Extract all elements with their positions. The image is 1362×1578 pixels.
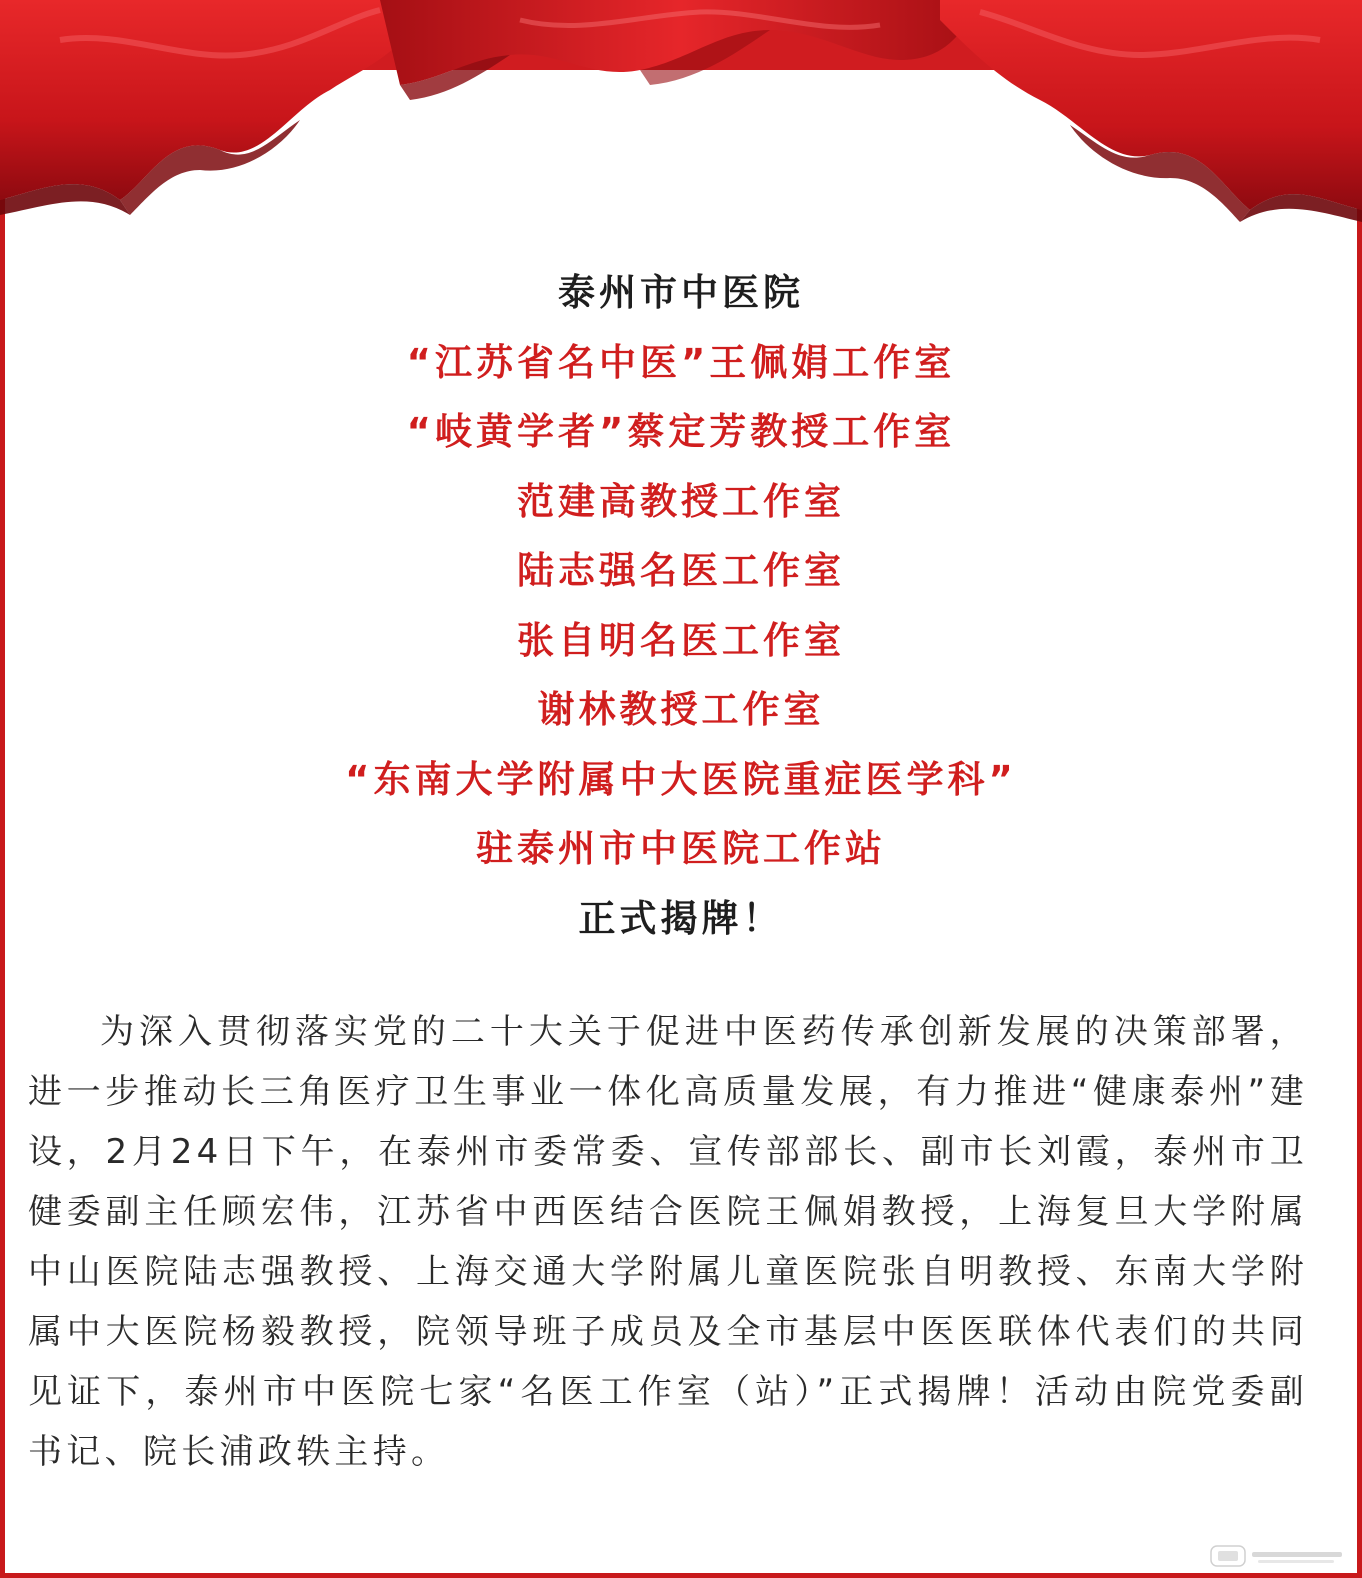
headline-line-southeast-univ: “东南大学附属中大医院重症医学科” (345, 757, 1017, 801)
headline-line-studio-cai: “岐黄学者”蔡定芳教授工作室 (406, 410, 956, 453)
body-paragraph: 为深入贯彻落实党的二十大关于促进中医药传承创新发展的决策部署，进一步推动长三角医疗卫生事业一体化高质量发展，有力推进“健康泰州”建设，2月24日下午，在泰州市委常委、宣传部部长、副市长刘霞，泰州市卫健委副主任顾宏伟，江苏省中西医结合医院王佩娟教授，上海复旦大学附属中山医院陆志强教授、上海交通大学附属儿童医院张自明教授、东南大学附属中大医院杨毅教授，院领导班子成员及全市基层中医医联体代表们的共同见证下，泰州市中医院七家“名医工作室（站）”正式揭牌！活动由院党委副书记、院长浦政轶主持。 (28, 1012, 1308, 1472)
headline-line-unveiled: 正式揭牌！ (578, 896, 784, 940)
headline-line-studio-zhang: 张自明名医工作室 (517, 618, 845, 662)
headline-line-hospital: 泰州市中医院 (558, 271, 804, 314)
headline-line-studio-wang: “江苏省名中医”王佩娟工作室 (406, 340, 956, 384)
red-ribbon-banner (0, 0, 1362, 230)
headline-block (0, 258, 1362, 953)
headline-line-studio-fan: 范建高教授工作室 (517, 479, 845, 523)
headline-line-studio-lu: 陆志强名医工作室 (517, 549, 845, 592)
headline-line-workstation: 驻泰州市中医院工作站 (476, 827, 886, 870)
site-logo-watermark-icon (1210, 1544, 1348, 1568)
headline-line-studio-xie: 谢林教授工作室 (537, 688, 825, 731)
